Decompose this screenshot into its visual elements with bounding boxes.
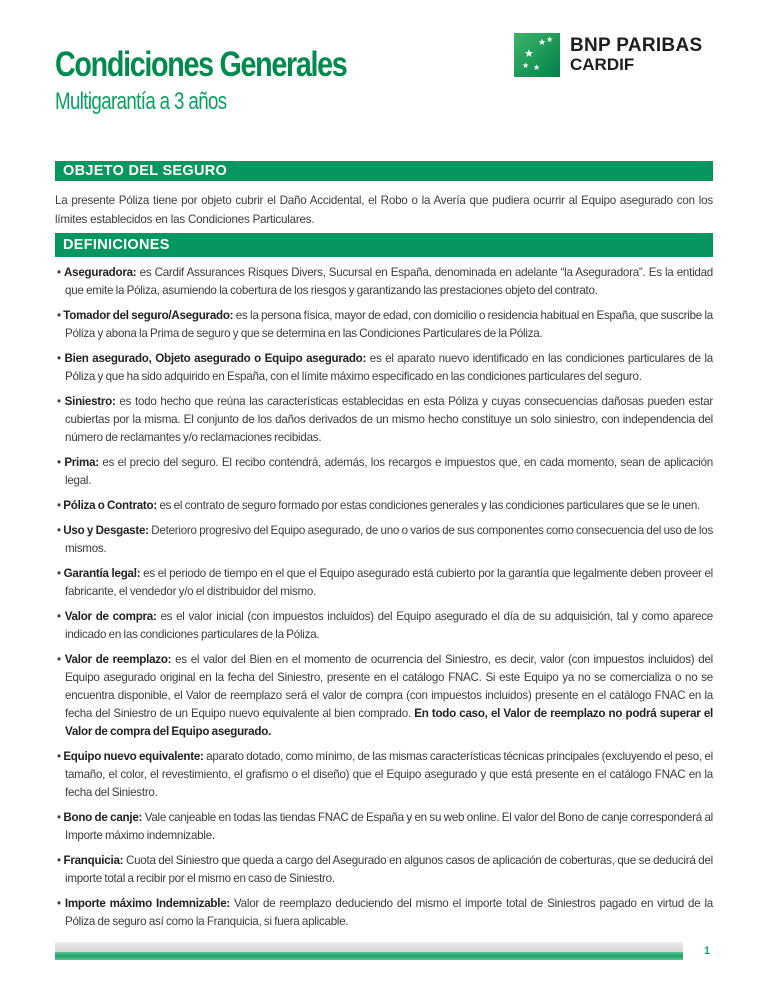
definition-text: Vale canjeable en todas las tiendas FNAC de España y en su web online. El valor del Bono de canje corresponderá al Importe máximo indemnizable. [65,811,713,842]
definition-term: Siniestro: [64,395,116,408]
definition-emphasis: En todo caso, el Valor de reemplazo no podrá superar el Valor de compra del Equipo asegurado. [65,707,714,738]
definition-text: es el precio del seguro. El recibo contendrá, además, los recargos e impuestos que, en cada momento, sean de aplicación legal. [65,456,713,487]
stars-logo-icon: ★ ★ ★ ★ ★ [514,33,560,77]
definition-item: • Bien asegurado, Objeto asegurado o Equipo asegurado: es el aparato nuevo identificado en las condiciones particulares de la Póliza y que ha sido adquirido en España, con el límite máximo especificado en las condiciones particulares del seguro. [57,352,713,383]
definition-text: Deterioro progresivo del Equipo asegurado, de uno o varios de sus componentes como consecuencia del uso de los mismos. [65,524,713,555]
definition-item: • Franquicia: Cuota del Siniestro que queda a cargo del Asegurado en algunos casos de aplicación de coberturas, que se deducirá del importe total a recibir por el mismo en caso de Siniestro. [57,854,713,885]
definition-term: Franquicia: [63,854,124,867]
definition-term: Garantía legal: [63,567,141,580]
definition-item: • Póliza o Contrato: es el contrato de seguro formado por estas condiciones generales y las condiciones particulares que se le unen. [57,499,701,512]
definition-text: es la persona física, mayor de edad, con domicilio o residencia habitual en España, que suscribe la Póliza y abona la Prima de seguro y que se determina en las Condiciones Particulares de la Póliza. [65,309,713,340]
definition-item: • Equipo nuevo equivalente: aparato dotado, como mínimo, de las mismas características técnicas principales (excluyendo el peso, el tamaño, el color, el revestimiento, el grafismo o el diseño) que el Equipo asegurado y que está presente en el catálogo FNAC en la fecha del Siniestro. [57,750,713,799]
definition-term: Póliza o Contrato: [63,499,157,512]
definition-term: Bono de canje: [63,811,143,824]
page-number: 1 [704,945,711,957]
definition-item: • Garantía legal: es el periodo de tiempo en el que el Equipo asegurado está cubierto por la garantía que legalmente deben proveer el fabricante, el vendedor y/o el distribuidor del mismo. [57,567,713,598]
logo-text-line2: CARDIF [570,55,635,74]
section-heading-objeto: OBJETO DEL SEGURO [55,161,713,181]
definition-text: es el valor del Bien en el momento de ocurrencia del Siniestro, es decir, valor (con impuestos incluidos) del Equipo asegurado original en la fecha del Siniestro, presente en el catálogo FNAC. Si este Equipo ya no se comercializa o no se encuentra disponible, el Valor de reemplazo será el valor de compra (con impuestos incluidos) presente en el catálogo FNAC en la fecha del Siniestro de un Equipo nuevo equivalente al bien comprado. [65,653,713,720]
definition-item: • Siniestro: es todo hecho que reúna las características establecidas en esta Póliza y cuyas consecuencias dañosas pueden estar cubiertas por la misma. El conjunto de los daños derivados de un mismo hecho constituye un solo siniestro, con independencia del número de reclamantes y/o reclamaciones recibidas. [57,395,714,444]
definition-term: Tomador del seguro/Asegurado: [63,309,234,322]
definition-item: • Valor de reemplazo: es el valor del Bien en el momento de ocurrencia del Siniestro, es decir, valor (con impuestos incluidos) del Equipo asegurado original en la fecha del Siniestro, presente en el catálogo FNAC. Si este Equipo ya no se comercializa o no se encuentra disponible, el Valor de reemplazo será el valor de compra (con impuestos incluidos) presente en el catálogo FNAC en la fecha del Siniestro de un Equipo nuevo equivalente al bien comprado. En todo caso, el Valor de reemplazo no podrá superar el Valor de compra del Equipo asegurado. [57,653,714,738]
bnp-paribas-cardif-logo [514,33,702,77]
definition-text: Cuota del Siniestro que queda a cargo del Asegurado en algunos casos de aplicación de coberturas, que se deducirá del importe total a recibir por el mismo en caso de Siniestro. [65,854,713,885]
objeto-paragraph: La presente Póliza tiene por objeto cubrir el Daño Accidental, el Robo o la Avería que pudiera ocurrir al Equipo asegurado con los límites establecidos en las Condiciones Particulares. [55,194,713,226]
definition-term: Bien asegurado, Objeto asegurado o Equipo asegurado: [64,352,367,365]
definition-term: Importe máximo Indemnizable: [64,897,231,910]
definition-term: Equipo nuevo equivalente: [63,750,204,763]
definition-text: aparato dotado, como mínimo, de las mismas características técnicas principales (excluyendo el peso, el tamaño, el color, el revestimiento, el grafismo o el diseño) que el Equipo asegurado y que está presente en el catálogo FNAC en la fecha del Siniestro. [65,750,713,799]
definition-text: es todo hecho que reúna las características establecidas en esta Póliza y cuyas consecuencias dañosas pueden estar cubiertas por la misma. El conjunto de los daños derivados de un mismo hecho constituye un solo siniestro, con independencia del número de reclamantes y/o reclamaciones recibidas. [65,395,714,444]
definition-text: es el contrato de seguro formado por estas condiciones generales y las condiciones particulares que se le unen. [156,499,701,512]
definitions-list [55,264,713,938]
definition-item: • Bono de canje: Vale canjeable en todas las tiendas FNAC de España y en su web online. El valor del Bono de canje corresponderá al Importe máximo indemnizable. [57,811,713,842]
definition-item: • Uso y Desgaste: Deterioro progresivo del Equipo asegurado, de uno o varios de sus componentes como consecuencia del uso de los mismos. [57,524,713,555]
definition-term: Uso y Desgaste: [63,524,149,537]
document-title: Condiciones Generales [55,45,347,84]
definition-text: es el periodo de tiempo en el que el Equipo asegurado está cubierto por la garantía que legalmente deben proveer el fabricante, el vendedor y/o el distribuidor del mismo. [65,567,713,598]
definition-term: Prima: [64,456,99,469]
footer-bar [55,942,683,960]
definition-term: Valor de compra: [64,610,157,623]
definition-item: • Valor de compra: es el valor inicial (con impuestos incluidos) del Equipo asegurado el día de su adquisición, tal y como aparece indicado en las condiciones particulares de la Póliza. [57,610,713,641]
definition-text: es Cardif Assurances Risques Divers, Sucursal en España, denominada en adelante “la Aseguradora”. Es la entidad que emite la Póliza, asumiendo la cobertura de los riesgos y garantizando las prestaciones objeto del contrato. [65,266,713,297]
definition-item: • Aseguradora: es Cardif Assurances Risques Divers, Sucursal en España, denominada en adelante “la Aseguradora”. Es la entidad que emite la Póliza, asumiendo la cobertura de los riesgos y garantizando las prestaciones objeto del contrato. [57,266,713,297]
definition-text: es el valor inicial (con impuestos incluidos) del Equipo asegurado el día de su adquisición, tal y como aparece indicado en las condiciones particulares de la Póliza. [65,610,713,641]
definition-item: • Tomador del seguro/Asegurado: es la persona física, mayor de edad, con domicilio o residencia habitual en España, que suscribe la Póliza y abona la Prima de seguro y que se determina en las Condiciones Particulares de la Póliza. [57,309,713,340]
document-subtitle: Multigarantía a 3 años [55,88,227,115]
section-heading-definiciones: DEFINICIONES [55,233,713,257]
definition-item: • Importe máximo Indemnizable: Valor de reemplazo deduciendo del mismo el importe total de Siniestros pagado en virtud de la Póliza de seguro así como la Franquicia, si fuera aplicable. [57,897,713,928]
definition-item: • Prima: es el precio del seguro. El recibo contendrá, además, los recargos e impuestos que, en cada momento, sean de aplicación legal. [57,456,713,487]
definition-text: es el aparato nuevo identificado en las condiciones particulares de la Póliza y que ha sido adquirido en España, con el límite máximo especificado en las condiciones particulares del seguro. [65,352,713,383]
definition-term: Aseguradora: [64,266,137,279]
definition-text: Valor de reemplazo deduciendo del mismo el importe total de Siniestros pagado en virtud de la Póliza de seguro así como la Franquicia, si fuera aplicable. [65,897,713,928]
logo-text-line1: BNP PARIBAS [570,35,703,56]
definition-term: Valor de reemplazo: [64,653,172,666]
